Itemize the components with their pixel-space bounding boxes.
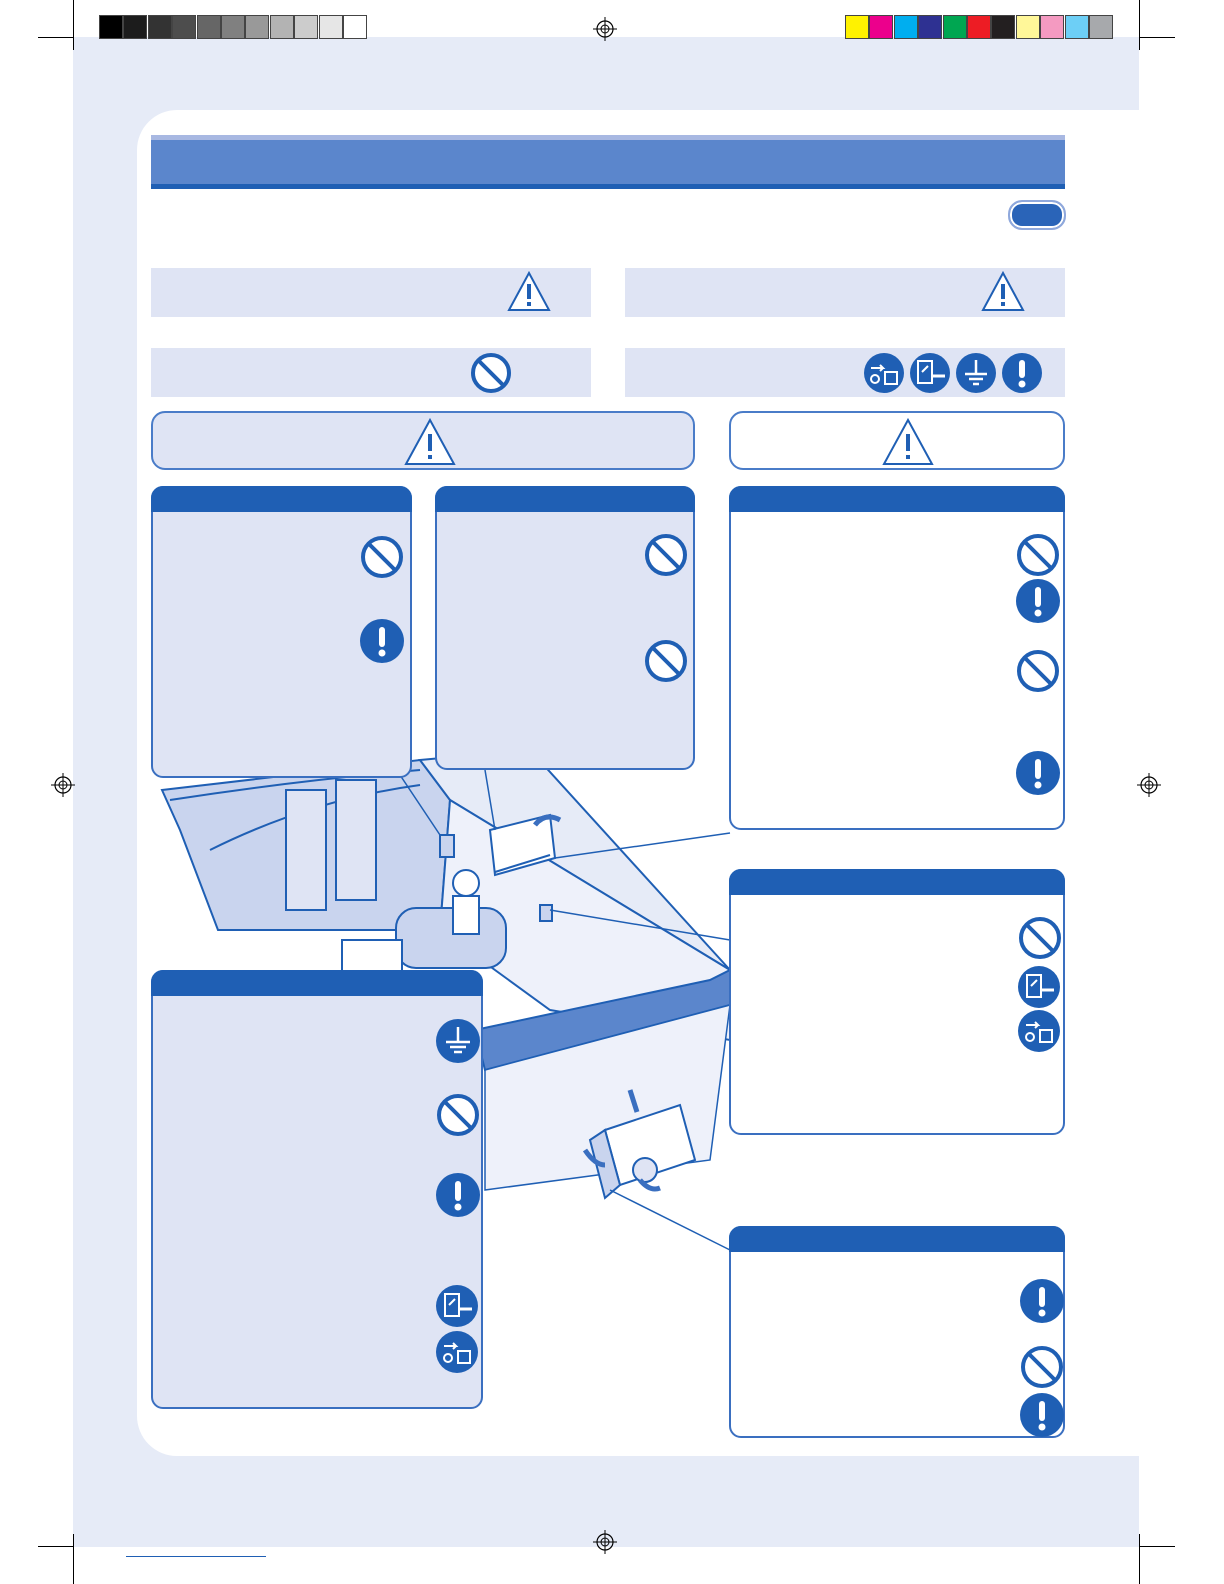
operation-panel — [729, 869, 1065, 1135]
prohibited-icon — [1019, 1344, 1065, 1390]
registration-swatch — [869, 15, 893, 39]
prohibited-icon — [643, 638, 689, 684]
mandatory-icon — [1019, 1278, 1065, 1324]
earth-ground-icon — [435, 1018, 481, 1064]
crop-mark — [1139, 37, 1175, 38]
mandatory-icon — [1015, 578, 1061, 624]
mandatory-icon — [1019, 1392, 1065, 1438]
panel-header — [151, 486, 412, 512]
switch-off-icon — [1017, 965, 1061, 1009]
prohibited-icon — [1017, 915, 1063, 961]
switch-off-icon — [435, 1284, 479, 1328]
prohibited-icon — [470, 352, 512, 394]
registration-swatch — [343, 15, 367, 39]
panel-header — [435, 486, 695, 512]
crop-mark — [73, 1534, 74, 1584]
legend-warning-band — [151, 268, 591, 317]
caution-header-box — [729, 411, 1065, 470]
color-registration-bar — [845, 15, 1113, 39]
prohibited-icon — [1015, 532, 1061, 578]
prohibited-icon — [643, 532, 689, 578]
registration-swatch — [1089, 15, 1113, 39]
indoor-unit-panel — [435, 486, 695, 770]
crop-mark — [1139, 0, 1140, 50]
panel-header — [151, 970, 483, 996]
crop-mark — [1139, 1546, 1175, 1547]
legend-caution-band — [625, 268, 1065, 317]
footer-rule — [126, 1556, 266, 1557]
registration-swatch — [99, 15, 123, 39]
warning-triangle-icon — [981, 270, 1025, 312]
registration-swatch — [270, 15, 294, 39]
switch-off-icon — [909, 352, 951, 394]
registration-swatch — [148, 15, 172, 39]
registration-swatch — [894, 15, 918, 39]
panel-header — [729, 1226, 1065, 1252]
language-badge — [1008, 200, 1066, 230]
unplug-icon — [1017, 1009, 1061, 1053]
registration-target-icon — [1137, 773, 1161, 797]
warning-triangle-icon — [507, 270, 551, 312]
registration-swatch — [967, 15, 991, 39]
registration-target-icon — [593, 17, 617, 41]
mandatory-icon — [359, 618, 405, 664]
registration-swatch — [943, 15, 967, 39]
crop-mark — [38, 37, 73, 38]
page-title-bar — [151, 135, 1065, 189]
panel-header — [729, 486, 1065, 512]
remote-control-panel — [151, 486, 412, 778]
prohibited-icon — [1015, 648, 1061, 694]
legend-required-band — [625, 348, 1065, 397]
crop-mark — [1139, 1534, 1140, 1584]
registration-swatch — [123, 15, 147, 39]
registration-target-icon — [51, 773, 75, 797]
registration-target-icon — [593, 1530, 617, 1554]
unplug-icon — [435, 1330, 479, 1374]
panel-header — [729, 869, 1065, 895]
gray-registration-bar — [99, 15, 367, 39]
registration-swatch — [1016, 15, 1040, 39]
legend-prohibited-band — [151, 348, 591, 397]
registration-swatch — [1065, 15, 1089, 39]
registration-swatch — [197, 15, 221, 39]
prohibited-icon — [435, 1092, 481, 1138]
registration-swatch — [918, 15, 942, 39]
registration-swatch — [845, 15, 869, 39]
registration-swatch — [1040, 15, 1064, 39]
registration-swatch — [319, 15, 343, 39]
unplug-icon — [863, 352, 905, 394]
maintenance-panel — [729, 1226, 1065, 1438]
registration-swatch — [991, 15, 1015, 39]
registration-swatch — [172, 15, 196, 39]
earth-ground-icon — [955, 352, 997, 394]
warning-triangle-icon — [403, 417, 457, 467]
warning-header-box — [151, 411, 695, 470]
registration-swatch — [294, 15, 318, 39]
crop-mark — [73, 0, 74, 50]
mandatory-icon — [1001, 352, 1043, 394]
installation-panel — [729, 486, 1065, 830]
mandatory-icon — [435, 1172, 481, 1218]
warning-triangle-icon — [881, 417, 935, 467]
power-supply-panel — [151, 970, 483, 1409]
crop-mark — [38, 1546, 73, 1547]
registration-swatch — [245, 15, 269, 39]
registration-swatch — [221, 15, 245, 39]
mandatory-icon — [1015, 750, 1061, 796]
prohibited-icon — [359, 534, 405, 580]
